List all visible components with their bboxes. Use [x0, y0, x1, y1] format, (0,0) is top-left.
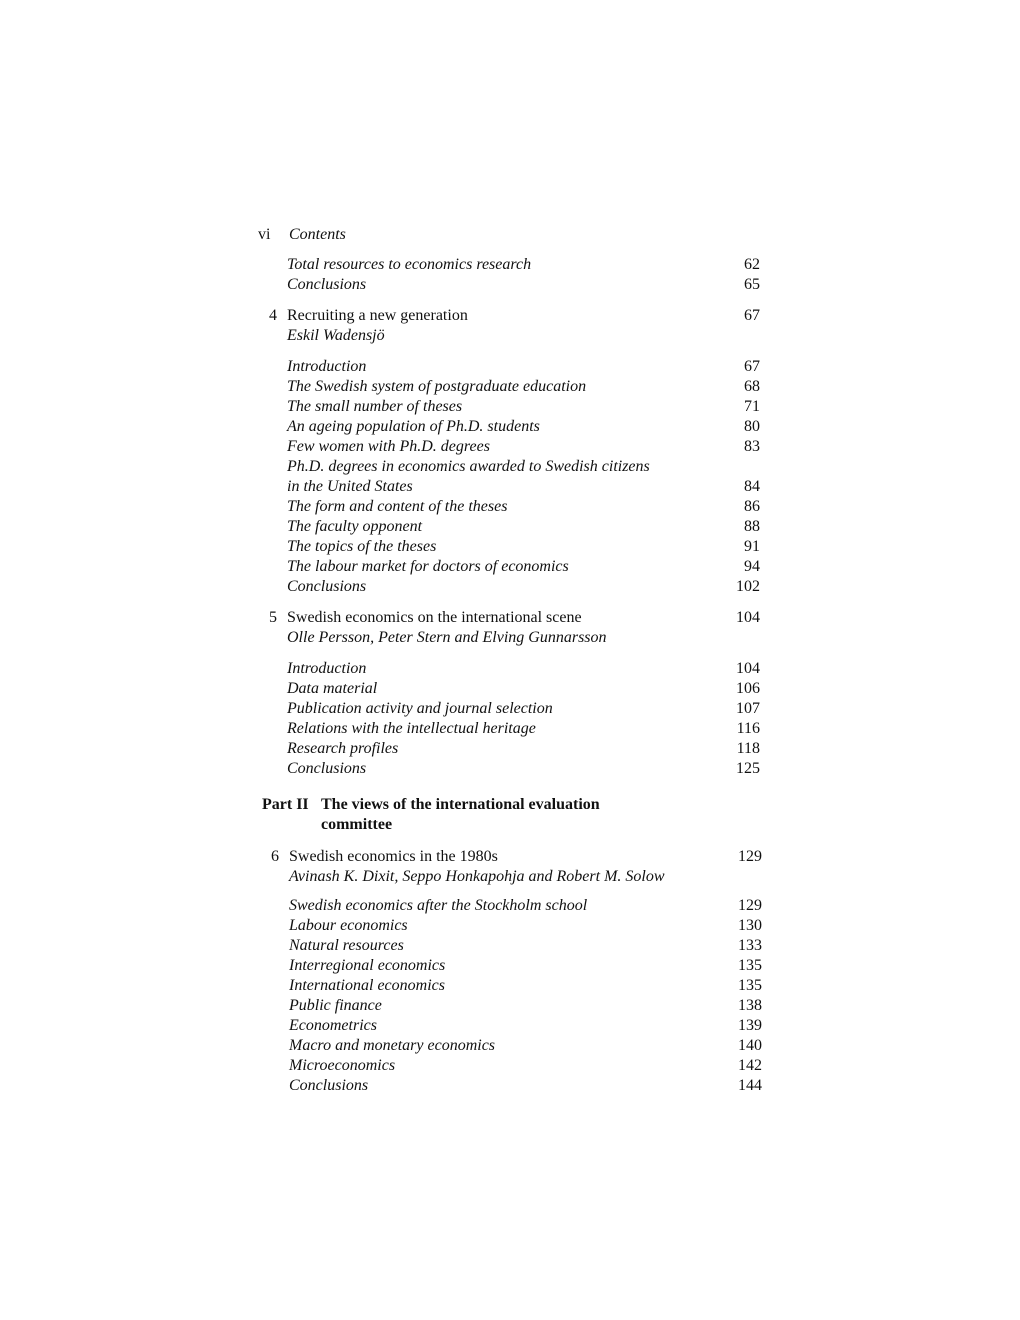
section-page: 133	[738, 937, 762, 954]
section-page: 139	[738, 1017, 762, 1034]
chapter-title: Swedish economics on the international scene	[287, 609, 582, 626]
part-title-continued: committee	[321, 816, 393, 833]
section-page: 68	[744, 378, 760, 395]
section-title: Research profiles	[287, 740, 399, 757]
section-page: 83	[744, 438, 760, 455]
section-page: 104	[736, 660, 760, 677]
running-title: Contents	[289, 226, 346, 243]
section-title: Conclusions	[289, 1077, 369, 1094]
chapter-number: 5	[269, 609, 277, 626]
section-title: The topics of the theses	[287, 538, 437, 555]
chapter-page: 129	[738, 848, 762, 865]
section-title: Labour economics	[289, 917, 408, 934]
section-page: 71	[744, 398, 760, 415]
section-page: 80	[744, 418, 760, 435]
page-number: vi	[258, 226, 271, 243]
section-title: Introduction	[287, 358, 367, 375]
section-title: The labour market for doctors of economics	[287, 558, 569, 575]
section-title: International economics	[289, 977, 445, 994]
section-page: 129	[738, 897, 762, 914]
chapter-author: Olle Persson, Peter Stern and Elving Gunnarsson	[287, 629, 607, 646]
section-page: 86	[744, 498, 760, 515]
section-title: An ageing population of Ph.D. students	[287, 418, 540, 435]
section-page: 135	[738, 977, 762, 994]
section-title: Swedish economics after the Stockholm school	[289, 897, 588, 914]
part-title: The views of the international evaluation	[321, 796, 600, 813]
chapter-author: Eskil Wadensjö	[287, 327, 385, 344]
toc-entry-title: Total resources to economics research	[287, 256, 532, 273]
section-title: Publication activity and journal selection	[287, 700, 553, 717]
section-page: 107	[736, 700, 760, 717]
section-page: 102	[736, 578, 760, 595]
section-title: The form and content of the theses	[287, 498, 508, 515]
section-title: Ph.D. degrees in economics awarded to Swedish citizens	[287, 458, 650, 475]
section-title: Conclusions	[287, 760, 367, 777]
section-title: Microeconomics	[289, 1057, 396, 1074]
section-title: Interregional economics	[289, 957, 446, 974]
section-page: 140	[738, 1037, 762, 1054]
part-label: Part II	[262, 796, 309, 813]
section-page: 130	[738, 917, 762, 934]
toc-entry-page: 62	[744, 256, 760, 273]
section-page: 94	[744, 558, 760, 575]
toc-entry-page: 65	[744, 276, 760, 293]
section-page: 135	[738, 957, 762, 974]
section-page: 142	[738, 1057, 762, 1074]
toc-entry-title: Conclusions	[287, 276, 367, 293]
section-title: Natural resources	[289, 937, 404, 954]
section-page: 88	[744, 518, 760, 535]
section-title: Few women with Ph.D. degrees	[287, 438, 490, 455]
chapter-title: Recruiting a new generation	[287, 307, 468, 324]
chapter-page: 104	[736, 609, 760, 626]
section-page: 144	[738, 1077, 762, 1094]
section-title: Econometrics	[289, 1017, 377, 1034]
section-page: 91	[744, 538, 760, 555]
section-title: Introduction	[287, 660, 367, 677]
section-title: The Swedish system of postgraduate education	[287, 378, 587, 395]
chapter-page: 67	[744, 307, 760, 324]
section-page: 125	[736, 760, 760, 777]
chapter-number: 4	[269, 307, 277, 324]
section-page: 116	[736, 720, 760, 737]
section-title: Public finance	[289, 997, 382, 1014]
section-page: 67	[744, 358, 760, 375]
section-title: Conclusions	[287, 578, 367, 595]
section-title: Relations with the intellectual heritage	[287, 720, 536, 737]
section-title: The faculty opponent	[287, 518, 423, 535]
section-page: 118	[736, 740, 760, 757]
section-title: Macro and monetary economics	[289, 1037, 496, 1054]
chapter-number: 6	[271, 848, 279, 865]
section-title-continued: in the United States	[287, 478, 413, 495]
section-title: The small number of theses	[287, 398, 463, 415]
chapter-author: Avinash K. Dixit, Seppo Honkapohja and Robert M. Solow	[289, 868, 665, 885]
section-page: 138	[738, 997, 762, 1014]
section-title: Data material	[287, 680, 378, 697]
chapter-title: Swedish economics in the 1980s	[289, 848, 498, 865]
section-page: 106	[736, 680, 760, 697]
section-page: 84	[744, 478, 760, 495]
